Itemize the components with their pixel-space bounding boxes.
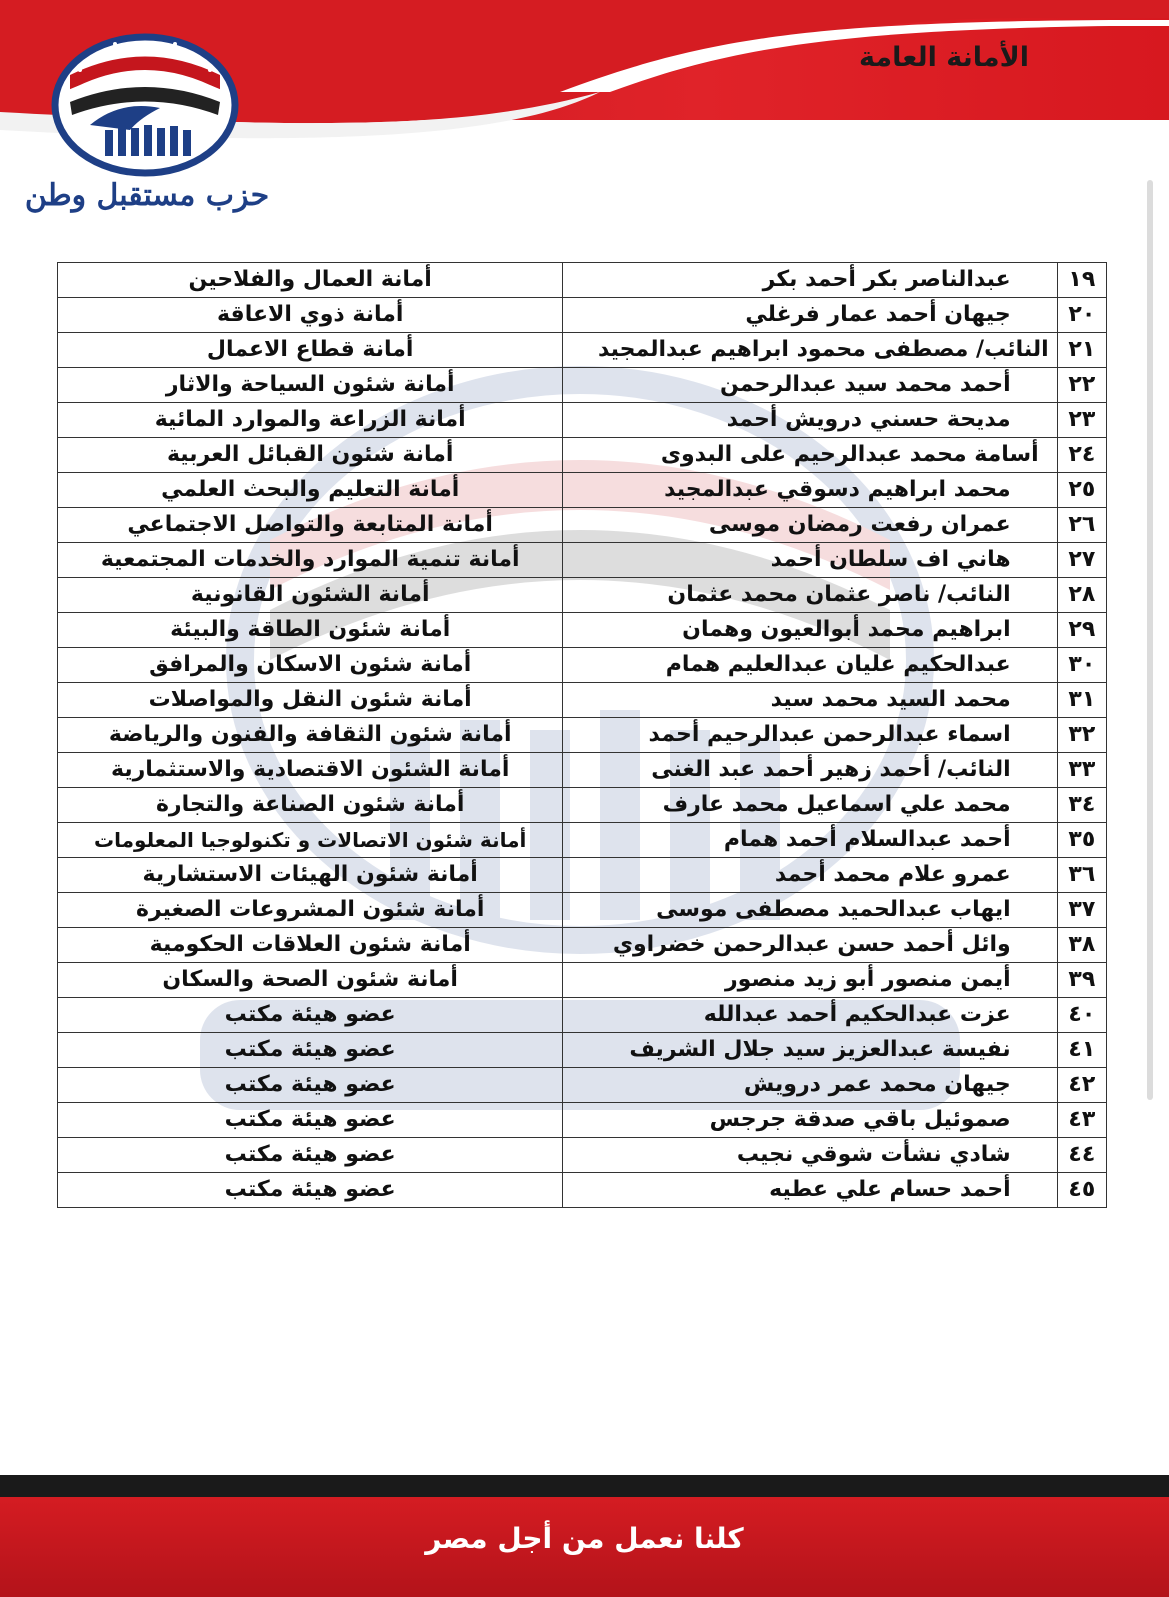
member-name: أسامة محمد عبدالرحيم على البدوى [563, 438, 1057, 473]
member-name: النائب/ أحمد زهير أحمد عبد الغنى [563, 753, 1057, 788]
member-role: أمانة شئون الصناعة والتجارة [58, 788, 563, 823]
table-row [58, 263, 1107, 298]
member-role: أمانة شئون العلاقات الحكومية [58, 928, 563, 963]
member-role: أمانة ذوي الاعاقة [58, 298, 563, 333]
table-row [58, 753, 1107, 788]
row-number: ٢٣ [1057, 403, 1106, 438]
member-name: نفيسة عبدالعزيز سيد جلال الشريف [563, 1033, 1057, 1068]
member-role: أمانة قطاع الاعمال [58, 333, 563, 368]
member-role: أمانة شئون القبائل العربية [58, 438, 563, 473]
member-name: مديحة حسني درويش أحمد [563, 403, 1057, 438]
member-name: النائب/ ناصر عثمان محمد عثمان [563, 578, 1057, 613]
table-row [58, 998, 1107, 1033]
party-name: حزب مستقبل وطن [24, 178, 270, 213]
table-row [58, 963, 1107, 998]
scrollbar[interactable] [1147, 180, 1153, 1100]
member-name: أيمن منصور أبو زيد منصور [563, 963, 1057, 998]
row-number: ٣٠ [1057, 648, 1106, 683]
member-role: أمانة المتابعة والتواصل الاجتماعي [58, 508, 563, 543]
member-role: أمانة تنمية الموارد والخدمات المجتمعية [58, 543, 563, 578]
member-name: محمد علي اسماعيل محمد عارف [563, 788, 1057, 823]
table-row [58, 1138, 1107, 1173]
member-role: أمانة شئون السياحة والاثار [58, 368, 563, 403]
member-role: أمانة شئون الثقافة والفنون والرياضة [58, 718, 563, 753]
table-row [58, 893, 1107, 928]
member-name: محمد ابراهيم دسوقي عبدالمجيد [563, 473, 1057, 508]
member-role: عضو هيئة مكتب [58, 998, 563, 1033]
table-row [58, 508, 1107, 543]
row-number: ٢٢ [1057, 368, 1106, 403]
table-row [58, 823, 1107, 858]
member-role: أمانة التعليم والبحث العلمي [58, 473, 563, 508]
member-role: عضو هيئة مكتب [58, 1103, 563, 1138]
row-number: ٢٥ [1057, 473, 1106, 508]
row-number: ٣٨ [1057, 928, 1106, 963]
footer-divider [0, 1475, 1169, 1497]
footer-slogan: كلنا نعمل من أجل مصر [425, 1522, 744, 1555]
row-number: ٤٥ [1057, 1173, 1106, 1208]
table-row [58, 718, 1107, 753]
member-role: أمانة شئون الطاقة والبيئة [58, 613, 563, 648]
row-number: ٢٤ [1057, 438, 1106, 473]
row-number: ٣٤ [1057, 788, 1106, 823]
row-number: ٢١ [1057, 333, 1106, 368]
member-role: أمانة الشئون القانونية [58, 578, 563, 613]
table-row [58, 473, 1107, 508]
table-row [58, 788, 1107, 823]
member-name: عبدالحكيم عليان عبدالعليم همام [563, 648, 1057, 683]
table-row [58, 1033, 1107, 1068]
member-name: جيهان أحمد عمار فرغلي [563, 298, 1057, 333]
row-number: ٢٨ [1057, 578, 1106, 613]
member-name: شادي نشأت شوقي نجيب [563, 1138, 1057, 1173]
table-row [58, 1173, 1107, 1208]
table-row [58, 298, 1107, 333]
member-name: أحمد محمد سيد عبدالرحمن [563, 368, 1057, 403]
member-name: محمد السيد محمد سيد [563, 683, 1057, 718]
table-row [58, 1103, 1107, 1138]
table-row [58, 928, 1107, 963]
row-number: ٣٢ [1057, 718, 1106, 753]
table-row [58, 683, 1107, 718]
row-number: ٤٣ [1057, 1103, 1106, 1138]
member-role: عضو هيئة مكتب [58, 1068, 563, 1103]
member-role: أمانة شئون الصحة والسكان [58, 963, 563, 998]
row-number: ٣١ [1057, 683, 1106, 718]
member-role: أمانة الزراعة والموارد المائية [58, 403, 563, 438]
row-number: ٢٦ [1057, 508, 1106, 543]
row-number: ٤٢ [1057, 1068, 1106, 1103]
member-role: عضو هيئة مكتب [58, 1173, 563, 1208]
table-row [58, 438, 1107, 473]
member-role: أمانة الشئون الاقتصادية والاستثمارية [58, 753, 563, 788]
table-row [58, 403, 1107, 438]
member-name: جيهان محمد عمر درويش [563, 1068, 1057, 1103]
row-number: ٤٤ [1057, 1138, 1106, 1173]
page-title: الأمانة العامة [859, 42, 1029, 73]
member-role: عضو هيئة مكتب [58, 1033, 563, 1068]
member-role: أمانة شئون النقل والمواصلات [58, 683, 563, 718]
member-role: أمانة العمال والفلاحين [58, 263, 563, 298]
row-number: ٣٥ [1057, 823, 1106, 858]
table-row [58, 543, 1107, 578]
table-row [58, 858, 1107, 893]
member-name: أحمد عبدالسلام أحمد همام [563, 823, 1057, 858]
member-role: أمانة شئون الهيئات الاستشارية [58, 858, 563, 893]
member-name: ابراهيم محمد أبوالعيون وهمان [563, 613, 1057, 648]
member-name: ايهاب عبدالحميد مصطفى موسى [563, 893, 1057, 928]
member-name: عبدالناصر بكر أحمد بكر [563, 263, 1057, 298]
member-role: أمانة شئون الاتصالات و تكنولوجيا المعلومات [58, 823, 563, 858]
table-row [58, 333, 1107, 368]
member-name: صموئيل باقي صدقة جرجس [563, 1103, 1057, 1138]
row-number: ٢٧ [1057, 543, 1106, 578]
row-number: ٣٩ [1057, 963, 1106, 998]
member-role: أمانة شئون المشروعات الصغيرة [58, 893, 563, 928]
party-logo-icon [50, 30, 240, 180]
member-name: عمرو علام محمد أحمد [563, 858, 1057, 893]
member-name: النائب/ مصطفى محمود ابراهيم عبدالمجيد [563, 333, 1057, 368]
row-number: ٢٠ [1057, 298, 1106, 333]
row-number: ٢٩ [1057, 613, 1106, 648]
table-row [58, 1068, 1107, 1103]
members-table [57, 262, 1107, 1208]
row-number: ٤٠ [1057, 998, 1106, 1033]
table-row [58, 578, 1107, 613]
table-row [58, 368, 1107, 403]
member-name: أحمد حسام علي عطيه [563, 1173, 1057, 1208]
member-name: هاني اف سلطان أحمد [563, 543, 1057, 578]
table-row [58, 613, 1107, 648]
row-number: ٣٦ [1057, 858, 1106, 893]
member-role: عضو هيئة مكتب [58, 1138, 563, 1173]
member-role: أمانة شئون الاسكان والمرافق [58, 648, 563, 683]
member-name: عمران رفعت رمضان موسى [563, 508, 1057, 543]
table-row [58, 648, 1107, 683]
row-number: ١٩ [1057, 263, 1106, 298]
row-number: ٣٧ [1057, 893, 1106, 928]
member-name: اسماء عبدالرحمن عبدالرحيم أحمد [563, 718, 1057, 753]
member-name: وائل أحمد حسن عبدالرحمن خضراوي [563, 928, 1057, 963]
row-number: ٣٣ [1057, 753, 1106, 788]
member-name: عزت عبدالحكيم أحمد عبدالله [563, 998, 1057, 1033]
row-number: ٤١ [1057, 1033, 1106, 1068]
